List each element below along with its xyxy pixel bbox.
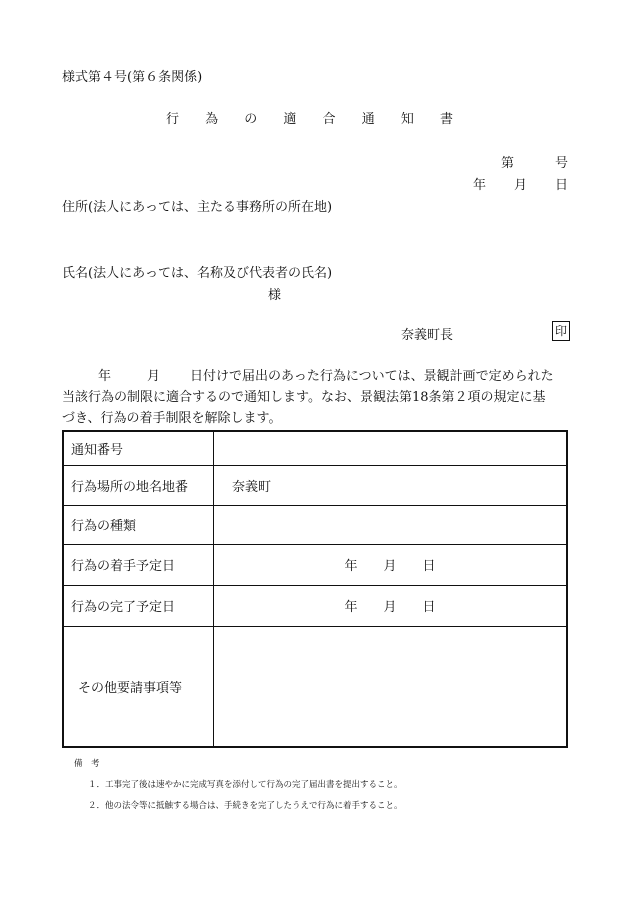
start-year: 年	[344, 559, 358, 574]
end-year: 年	[344, 600, 358, 615]
seal-stamp: 印	[552, 321, 570, 341]
start-month: 月	[383, 559, 397, 574]
body-paragraph	[62, 366, 570, 429]
start-date-label: 行為の着手予定日	[63, 544, 214, 585]
body-year: 年	[98, 369, 112, 384]
type-label: 行為の種類	[63, 505, 214, 544]
document-title: 行 為 の 適 合 通 知 書	[166, 112, 464, 127]
row-end-date	[63, 585, 567, 626]
other-requests-value	[214, 626, 568, 747]
note-item: ２．他の法令等に抵触する場合は、手続きを完了したうえで行為に着手すること。	[88, 801, 403, 811]
issuer-name: 奈義町長	[401, 328, 454, 343]
end-date-label: 行為の完了予定日	[63, 585, 214, 626]
end-month: 月	[383, 600, 397, 615]
body-line-2: 当該行為の制限に適合するので通知します。なお、景観法第18条第２項の規定に基	[62, 390, 546, 405]
row-location	[63, 465, 567, 505]
row-notice-number	[63, 431, 567, 465]
row-type	[63, 505, 567, 544]
body-line-3: づき、行為の着手制限を解除します。	[62, 411, 282, 426]
name-label: 氏名(法人にあっては、名称及び代表者の氏名)	[62, 266, 333, 281]
start-day: 日	[422, 559, 436, 574]
body-line-1	[62, 366, 570, 387]
honorific: 様	[268, 288, 282, 303]
end-day: 日	[422, 600, 436, 615]
notice-number-label: 通知番号	[63, 431, 214, 465]
note-item: １．工事完了後は速やかに完成写真を添付して行為の完了届出書を提出すること。	[88, 780, 403, 790]
location-value: 奈義町	[214, 465, 568, 505]
notice-table	[62, 430, 568, 748]
doc-number-suffix: 号	[555, 156, 569, 171]
end-date-value	[214, 585, 568, 626]
body-text-1: 日付けで届出のあった行為については、景観計画で定められた	[190, 369, 554, 384]
issue-date-year: 年	[473, 178, 487, 193]
notice-number-value	[214, 431, 568, 465]
notes-heading: 備 考	[74, 759, 100, 769]
doc-number-prefix: 第	[501, 156, 515, 171]
row-start-date	[63, 544, 567, 585]
row-other-requests	[63, 626, 567, 747]
address-label: 住所(法人にあっては、主たる事務所の所在地)	[62, 200, 333, 215]
issue-date-day: 日	[555, 178, 569, 193]
body-month: 月	[147, 369, 161, 384]
other-requests-label: その他要請事項等	[63, 626, 214, 747]
issue-date-month: 月	[514, 178, 528, 193]
type-value	[214, 505, 568, 544]
location-label: 行為場所の地名地番	[63, 465, 214, 505]
form-number: 様式第４号(第６条関係)	[62, 70, 203, 85]
start-date-value	[214, 544, 568, 585]
